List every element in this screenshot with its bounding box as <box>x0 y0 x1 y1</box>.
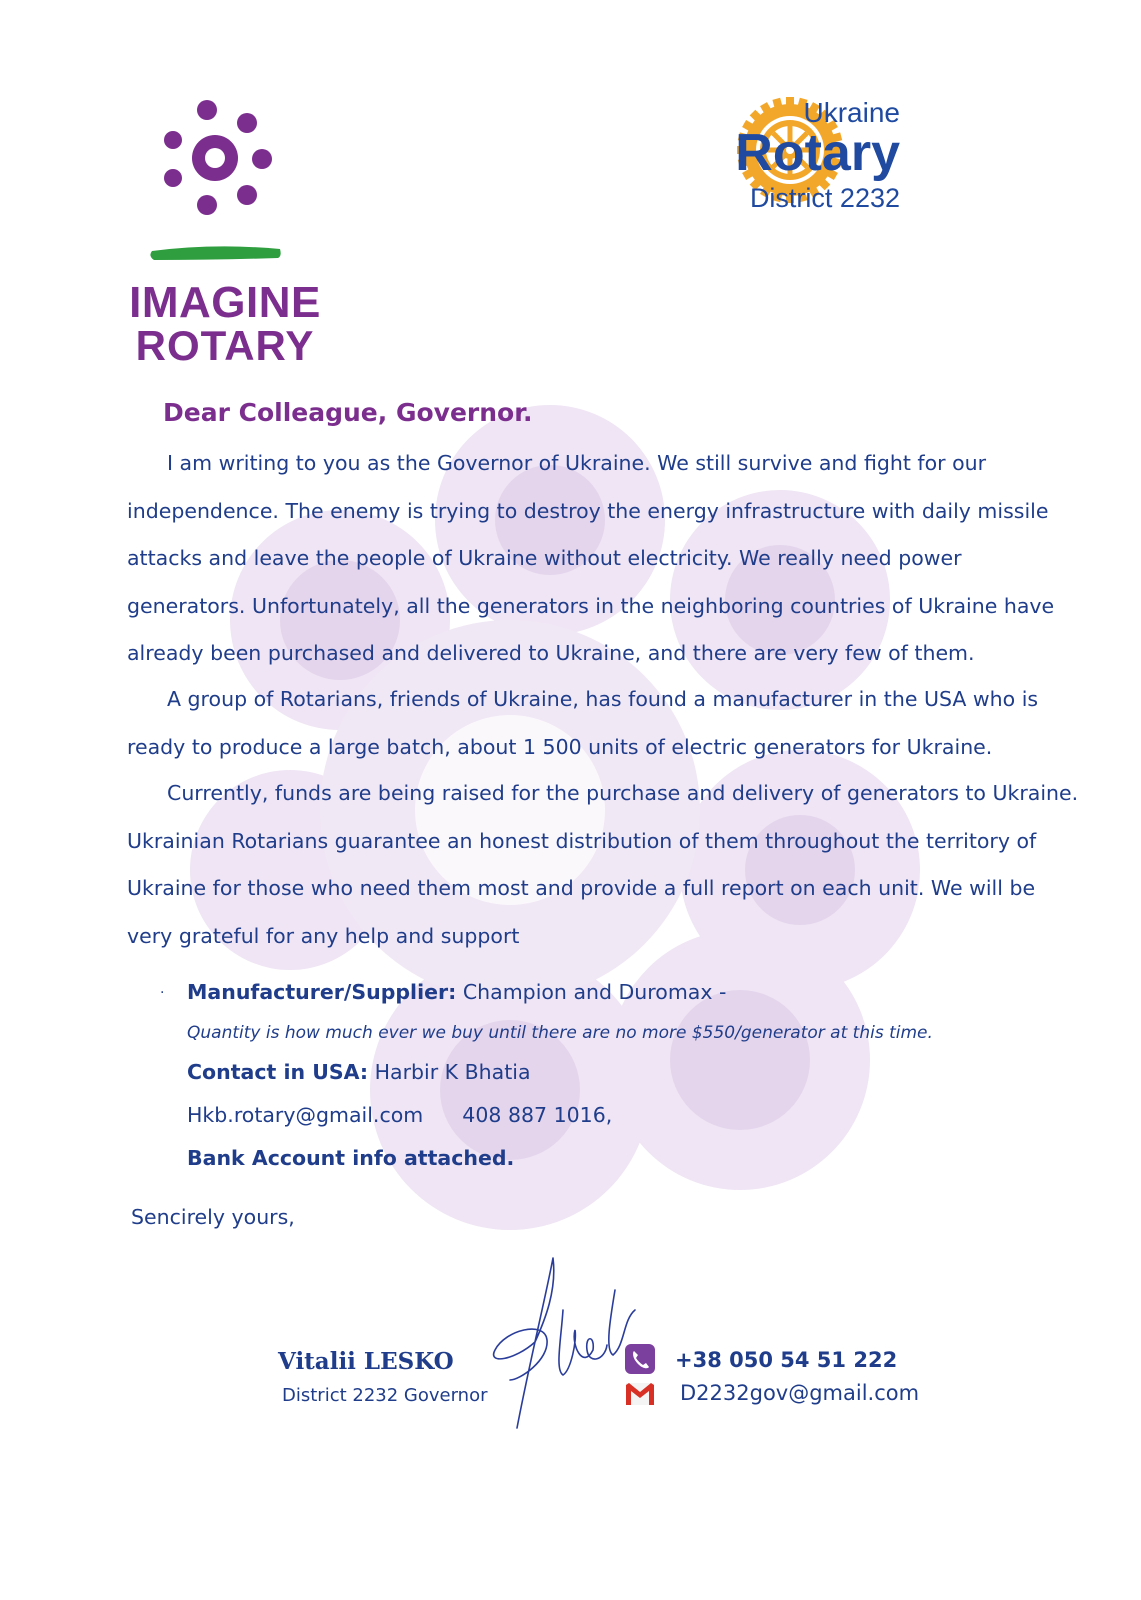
logo-district-text: District 2232 <box>749 183 900 213</box>
contact-label: Contact in USA: <box>187 1060 369 1084</box>
signer-title: District 2232 Governor <box>282 1385 488 1406</box>
contact-value: Harbir K Bhatia <box>374 1060 531 1084</box>
letter-greeting: Dear Colleague, Governor. <box>163 398 533 427</box>
logo-ukraine-text: Ukraine <box>803 97 900 128</box>
imagine-word: IMAGINE <box>129 278 321 327</box>
bullet-marker: · <box>160 985 165 1001</box>
logo-rotary-text: Rotary <box>735 124 900 182</box>
rotary-district-logo <box>735 95 1035 225</box>
viber-phone-icon <box>623 1342 657 1376</box>
bank-info-line: Bank Account info attached. <box>187 1146 515 1170</box>
contact-line <box>187 1060 531 1084</box>
contact-email[interactable]: Hkb.rotary@gmail.com <box>187 1103 424 1127</box>
letter-paragraph-3: Currently, funds are being raised for the purchase and delivery of generators to Ukraine. Ukrainian Rotarians guarantee an honest distribution of them throughout the territory of Ukraine for those who need them most and provide a full report on each unit. We will be very grateful for any help and support <box>127 781 1079 948</box>
signer-name: Vitalii LESKO <box>278 1348 454 1375</box>
manufacturer-label: Manufacturer/Supplier: <box>187 980 457 1004</box>
sun-dots-logo-icon <box>120 100 330 270</box>
manufacturer-value: Champion and Duromax - <box>462 980 727 1004</box>
manufacturer-line <box>187 980 726 1004</box>
signer-phone[interactable]: +38 050 54 51 222 <box>675 1348 898 1372</box>
letter-closing: Sencirely yours, <box>131 1205 295 1229</box>
gmail-icon <box>623 1378 657 1408</box>
letter-paragraph-2: A group of Rotarians, friends of Ukraine, has found a manufacturer in the USA who is ready to produce a large batch, about 1 500 units of electric generators for Ukraine. <box>127 687 1039 759</box>
contact-details-line <box>187 1103 612 1127</box>
imagine-rotary-logo <box>120 100 330 370</box>
rotary-word: ROTARY <box>135 322 315 369</box>
contact-phone: 408 887 1016, <box>462 1103 613 1127</box>
letter-paragraph-1: I am writing to you as the Governor of Ukraine. We still survive and fight for our independence. The enemy is trying to destroy the energy infrastructure with daily missile attacks and leave the people of Ukraine without electricity. We really need power generators. Unfortunately, all the generators in the neighboring countries of Ukraine have already been purchased and delivered to Ukraine, and there are very few of them. <box>127 451 1055 665</box>
signer-email[interactable]: D2232gov@gmail.com <box>680 1381 920 1405</box>
quantity-note: Quantity is how much ever we buy until there are no more $550/generator at this time. <box>187 1023 933 1043</box>
